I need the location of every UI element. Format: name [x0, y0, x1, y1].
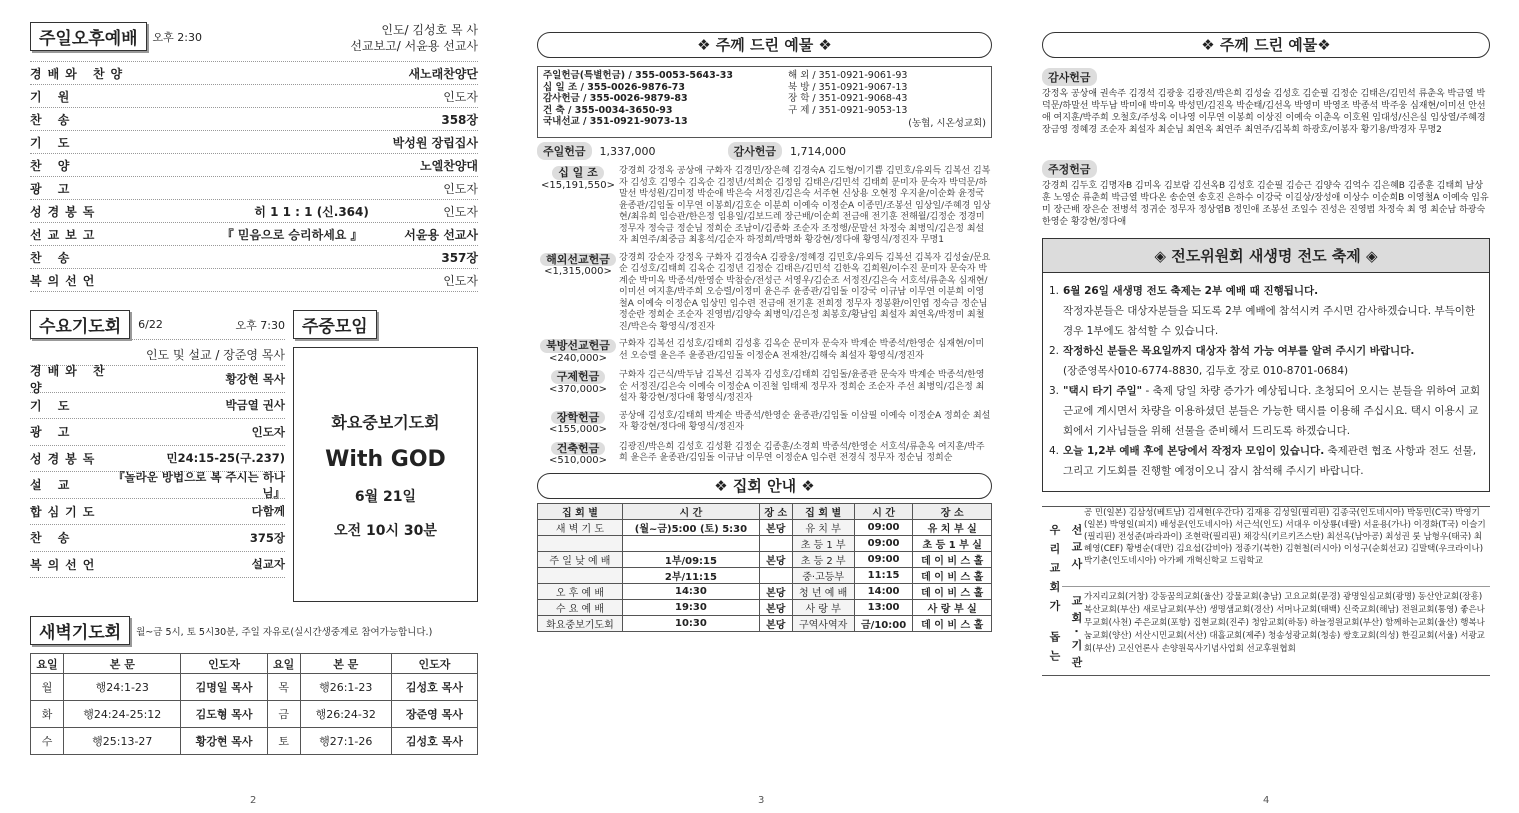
account-line: 주일헌금(특별헌금) / 355-0053-5643-33 [543, 70, 733, 81]
meeting-cell: 13:00 [854, 599, 913, 615]
offering-amount: <15,191,550> [540, 179, 615, 191]
wednesday-item-name: 광 고 [30, 425, 76, 440]
afternoon-item-name: 찬 송 [30, 250, 76, 265]
offering-category [537, 411, 619, 436]
afternoon-row [30, 62, 478, 85]
midweek-box [293, 347, 478, 602]
afternoon-item-person: 358장 [441, 112, 478, 127]
festival-item [1049, 341, 1481, 381]
afternoon-item-name: 광 고 [30, 181, 76, 196]
dawn-cell: 화 [31, 701, 64, 728]
thanks-names: 강정옥 공상애 권속주 김경석 김광웅 김광진/박은희 김성술 김성호 김순필 김정순 김태은/김민석 류춘옥 박금열 박덕문/하말선 박두남 박미애 박미옥 박성민/김진옥 박순태/김선옥 박영미 박영조 박종석 박주웅 심재현/이미선 안선애 여지훈/박주희 오철호/주성옥 이나영 이무연 이봉희 이상진 이예숙 이춘옥 이호원 임대성/신은실 임상열/주혜경 장금영 정혜경 조순자 최설자 최순님 최연옥 최연주 최연주/김복희 하광호/이봉자 황기용/박경자 무명2 [1042, 89, 1486, 135]
afternoon-service-time: 오후 2:30 [152, 30, 202, 44]
meeting-cell: 데 이 비 스 홀 [913, 551, 992, 567]
dawn-cell: 행25:13-27 [64, 728, 181, 755]
afternoon-item-name: 기 도 [30, 135, 76, 150]
wednesday-item-person: 『놀라운 방법으로 복 주시는 하나님』 [113, 469, 285, 500]
midweek-l3: 6월 21일 [354, 488, 417, 505]
dawn-header: 본 문 [64, 654, 181, 674]
meeting-header: 시 간 [622, 503, 759, 519]
meeting-cell: 데 이 비 스 홀 [913, 615, 992, 631]
meeting-row [538, 599, 992, 615]
festival-bold: "택시 타기 주일" [1063, 385, 1143, 397]
dawn-row [31, 701, 478, 728]
page-number-4: 4 [1263, 795, 1270, 806]
wednesday-item-name: 기 도 [30, 398, 76, 413]
meeting-cell: 화요중보기도회 [538, 615, 623, 631]
meeting-cell: 유 치 부 [792, 519, 854, 535]
festival-body [1063, 341, 1414, 381]
meeting-table [537, 503, 992, 632]
meeting-cell: 1부/09:15 [622, 551, 759, 567]
account-line: 해 외 / 351-0921-9061-93 [788, 70, 908, 81]
wednesday-item-person: 민24:15-25(구.237) [166, 451, 285, 466]
wednesday-item-person: 인도자 [251, 424, 285, 439]
meeting-cell: 19:30 [622, 599, 759, 615]
support-side: 우리교회가 돕는 [1048, 523, 1061, 669]
offering-label: 건축헌금 [551, 442, 606, 456]
afternoon-row [30, 177, 478, 200]
wednesday-row [30, 363, 285, 395]
meeting-row [538, 535, 992, 551]
offering-amount: <370,000> [548, 383, 608, 395]
dawn-header: 요일 [267, 654, 300, 674]
offering-category [537, 339, 619, 364]
meeting-cell: 사 랑 부 [792, 599, 854, 615]
festival-body [1063, 281, 1481, 341]
wednesday-item-name: 경배와 찬양 [30, 363, 111, 395]
meeting-cell: 본당 [760, 615, 793, 631]
sunday-offering-value: 1,337,000 [599, 144, 656, 158]
afternoon-item-name: 기 원 [30, 89, 76, 104]
dawn-cell: 월 [31, 674, 64, 701]
meeting-row [538, 615, 992, 631]
afternoon-row [30, 269, 478, 292]
afternoon-item-person: 노엘찬양대 [420, 158, 478, 173]
account-line: 북 방 / 351-0921-9067-13 [788, 81, 908, 93]
afternoon-leader: 인도/ 김성호 목 사 [381, 23, 478, 37]
festival-num: 3. [1049, 385, 1060, 397]
dawn-row [31, 728, 478, 755]
afternoon-item-name: 선교보고 [30, 227, 101, 242]
wednesday-item-name: 성경봉독 [30, 451, 101, 466]
meeting-header: 장 소 [913, 503, 992, 519]
meeting-cell: 데 이 비 스 홀 [913, 583, 992, 599]
meeting-cell: 본당 [760, 551, 793, 567]
meeting-cell: 금/10:00 [854, 615, 913, 631]
meeting-cell: 수 요 예 배 [538, 599, 623, 615]
account-line: 구 제 / 351-0921-9053-13 [788, 104, 908, 116]
afternoon-item-detail: 히 1 1 : 1 (신.364) [254, 204, 369, 219]
offering-label: 북방선교헌금 [540, 339, 616, 353]
page-4 [1042, 22, 1490, 792]
meeting-banner: ❖ 집회 안내 ❖ [537, 473, 992, 499]
wednesday-leader: 인도 및 설교 / 장준영 목사 [30, 340, 285, 366]
wednesday-item-person: 황강현 목사 [225, 371, 285, 386]
wednesday-item-person: 설교자 [251, 557, 285, 572]
wednesday-item-name: 찬 송 [30, 531, 76, 546]
meeting-cell: 청 년 예 배 [792, 583, 854, 599]
afternoon-row [30, 108, 478, 131]
account-line: 십 일 조 / 355-0026-9876-73 [543, 81, 685, 93]
offering-names: 강경희 강정옥 공상애 구화자 김경민/장은혜 김경숙A 김도형/이기쁨 김민호/유외득 김복선 김복자 김성호 김영수 김옥순 김정년/석희순 김정임 김태은/김민석 김태희 문미자 문숙자 박덕문/하말선 박성원/김미정 박순애 박은숙 서정진/김은숙 서주현 신상용 오현정 우지윤/이순화 윤정국 윤종관/김임돌 이무연 이봉희/김호순 이분희 이예숙 이정순A 이종민/조봉선 임상일/주혜경 임상현/최유희 임승관/한은정 임용일/김보드레 장근배/이순희 전금애 전기훈 전해월/김정순 정경미 정무자 정숙금 정순님 정희순 조남이/김종화 조순자 조정행/문말선 차정숙 최병익/김은정 최설자 최연주/최중금 최홍석/김순자 하정희/박명화 황강현/정다애 황영식/정진자 무명1 [619, 166, 991, 245]
meeting-cell: 09:00 [854, 551, 913, 567]
page-2 [30, 22, 478, 792]
festival-bold: 작정하신 분들은 목요일까지 대상자 참석 가능 여부를 알려 주시기 바랍니다. [1063, 345, 1415, 357]
offering-row [537, 370, 992, 405]
festival-num: 2. [1049, 345, 1060, 357]
meeting-cell [760, 567, 793, 583]
offering-category [537, 370, 619, 405]
mission-list: 공 민(일본) 김삼성(베트남) 김세현(우간다) 김재용 김성일(필리핀) 김종국(인도네시아) 박동민(C국) 박영기(일본) 박영일(피지) 배성운(인도네시아) 서근석(인도) 서대우 이상룡(네팔) 서윤용(가나) 이경화(T국) 이슬기(필리핀) 전성준(파라과이) 조현락(필리핀) 채강식(키르키즈스탄) 최선옥(남아공) 최성권 룻 남형우(태국) 최혜영(CEF) 황병순(대만) 김요섭(감비아) 정종기(북한) 김현철(러시아) 이성구(순회선교) 김말택(우크라이나) 박기춘(인도네시아) 아가페 개혁신학교 드림학교 [1084, 508, 1486, 566]
dawn-cell: 황강현 목사 [181, 728, 267, 755]
festival-text: (장준영목사010-6774-8830, 김두호 장로 010-8701-0684) [1063, 365, 1349, 377]
festival-item [1049, 281, 1481, 341]
afternoon-item-person: 인도자 [443, 181, 478, 196]
festival-num: 1. [1049, 285, 1060, 297]
wednesday-order [30, 363, 285, 578]
dawn-cell: 김명일 목사 [181, 674, 267, 701]
jj-names: 강경희 김두호 김명자B 김미옥 김보람 김선옥B 김성호 김순필 김승근 김양숙 김억수 김은혜B 김종훈 김태희 남상훈 노영순 류춘희 박금열 박다온 송순연 송호진 은하수 이강국 이길상/장성애 이상수 이순희B 이영철A 이예숙 임유미 장근배 장은순 전병석 정귀순 정무자 정상엽B 정인애 조봉선 조일수 진성은 진영범 차정숙 최 영 최순남 하광숙 한영순 황강현/정다애 [1042, 181, 1489, 227]
dawn-row [31, 674, 478, 701]
dawn-table [30, 653, 478, 755]
dawn-cell: 금 [267, 701, 300, 728]
meeting-cell: 2부/11:15 [622, 567, 759, 583]
afternoon-row [30, 85, 478, 108]
meeting-cell: 초 등 1 부 [792, 535, 854, 551]
thanks-offering-label: 감사헌금 [728, 142, 783, 160]
meeting-cell: 새 벽 기 도 [538, 519, 623, 535]
dawn-header: 요일 [31, 654, 64, 674]
meeting-cell: 데 이 비 스 홀 [913, 567, 992, 583]
midweek-l2: With GOD [325, 446, 446, 472]
afternoon-item-name: 찬 송 [30, 112, 76, 127]
page-number-3: 3 [758, 795, 765, 806]
offering-amount: <155,000> [548, 424, 608, 435]
offering-label: 십 일 조 [552, 166, 604, 180]
meeting-row [538, 583, 992, 599]
offering-amount: <510,000> [548, 455, 608, 466]
wednesday-item-name: 합심기도 [30, 504, 101, 519]
midweek-title: 주중모임 [293, 310, 377, 339]
festival-body [1063, 441, 1481, 481]
meeting-cell: 구역사역자 [792, 615, 854, 631]
dawn-cell: 김도형 목사 [181, 701, 267, 728]
festival-num: 4. [1049, 445, 1060, 457]
page-number-2: 2 [250, 795, 257, 806]
offering-names: 구화자 김복선 김성호/김태희 김성홍 김옥순 문미자 문숙자 박계순 박종석/한영순 심재현/이미선 오승렬 윤은주 윤종관/김임돌 이정순A 전재찬/김해숙 최설자 황영식/정진자 [619, 339, 985, 361]
afternoon-item-person: 박성원 장립집사 [392, 135, 478, 150]
offering-row [537, 339, 992, 364]
offering-label: 장학헌금 [551, 411, 606, 425]
account-box [537, 66, 992, 138]
offering-amount: <240,000> [548, 352, 608, 364]
afternoon-row [30, 246, 478, 269]
meeting-cell: (월~금)5:00 (토) 5:30 [622, 519, 759, 535]
midweek-l1: 화요중보기도회 [331, 412, 440, 432]
afternoon-item-person: 인도자 [443, 204, 478, 219]
meeting-cell: 초 등 2 부 [792, 551, 854, 567]
wednesday-item-person: 다함께 [251, 504, 285, 519]
cat-orgs: 교회·기관 [1070, 594, 1083, 674]
offering-category [537, 442, 619, 467]
meeting-cell: 유 치 부 실 [913, 519, 992, 535]
meeting-cell: 본당 [760, 583, 793, 599]
meeting-cell: 오 후 예 배 [538, 583, 623, 599]
meeting-row [538, 551, 992, 567]
wednesday-title: 수요기도회 [30, 310, 130, 339]
page-3 [537, 22, 992, 792]
meeting-row [538, 519, 992, 535]
wednesday-row [30, 419, 285, 446]
offering-row [537, 411, 992, 436]
wednesday-item-person: 375장 [249, 530, 285, 545]
account-line: 건 축 / 355-0034-3650-93 [543, 104, 673, 116]
dawn-note: 월~금 5시, 토 5시30분, 주일 자유로(실시간생중계로 참여가능합니다.) [136, 626, 433, 638]
afternoon-order [30, 62, 478, 292]
festival-body [1063, 381, 1481, 441]
meeting-header: 집 회 별 [538, 503, 623, 519]
afternoon-row [30, 223, 478, 246]
jj-label: 주정헌금 [1042, 160, 1097, 178]
dawn-cell: 행26:1-23 [300, 674, 391, 701]
offering-banner-2: ❖ 주께 드린 예물❖ [1042, 32, 1490, 58]
thanks-label: 감사헌금 [1042, 68, 1097, 86]
account-line: 감사헌금 / 355-0026-9879-83 [543, 93, 688, 104]
dawn-title: 새벽기도회 [30, 616, 130, 645]
dawn-cell: 수 [31, 728, 64, 755]
orgs-list: 가지리교회(거창) 강동꿈의교회(울산) 강물교회(충남) 고요교회(문경) 광명일심교회(광명) 동산안교회(장흥) 복산교회(부산) 새로남교회(부산) 생명샘교회(경산) 서머나교회(태백) 신죽교회(해남) 전원교회(통영) 좋은나무교회(사천) 주은교회(포항) 집현교회(진주) 청암교회(하동) 하늘정원교회(부산) 함께하는교회(울산) 행복나눔교회(양산) 서산시민교회(서산) 대흘교회(제주) 청송성광교회(청송) 쌍호교회(의성) 한길교회(서울) 서광교회(부산) 고신언론사 손양원목사기념사업회 선교후원협회 [1084, 592, 1485, 654]
sunday-offering-label: 주일헌금 [537, 142, 592, 160]
dawn-cell: 행24:24-25:12 [64, 701, 181, 728]
dawn-header: 인도자 [181, 654, 267, 674]
meeting-header: 시 간 [854, 503, 913, 519]
afternoon-item-person: 357장 [441, 250, 478, 265]
offering-row [537, 166, 992, 247]
wednesday-item-person: 박금열 권사 [225, 398, 285, 413]
wednesday-row [30, 393, 285, 420]
meeting-cell [538, 567, 623, 583]
meeting-cell [538, 535, 623, 551]
account-line: 국내선교 / 351-0921-9073-13 [543, 116, 688, 127]
wednesday-row [30, 469, 285, 500]
meeting-cell: 사 랑 부 실 [913, 599, 992, 615]
afternoon-report: 선교보고/ 서윤용 선교사 [350, 39, 478, 53]
meeting-cell: 10:30 [622, 615, 759, 631]
wednesday-item-name: 설 교 [30, 478, 76, 493]
afternoon-item-person: 새노래찬양단 [408, 66, 478, 81]
afternoon-item-name: 경배와 찬양 [30, 66, 129, 81]
afternoon-row [30, 154, 478, 177]
meeting-cell: 본당 [760, 599, 793, 615]
meeting-row [538, 567, 992, 583]
afternoon-item-person: 인도자 [443, 89, 478, 104]
festival-item [1049, 381, 1481, 441]
festival-box [1042, 238, 1490, 492]
dawn-header: 인도자 [391, 654, 477, 674]
meeting-cell: 09:00 [854, 535, 913, 551]
thanks-offering-value: 1,714,000 [790, 144, 847, 158]
wednesday-date: 6/22 [138, 318, 163, 331]
festival-text: - 축제 당일 차량 증가가 예상됩니다. 초청되어 오시는 분들을 위하여 교회 근교에 계시면서 차량을 이용하셨던 분들은 가능한 택시를 이용해 주십시요. 택시 이용시 교회에서 기사님들을 위해 선물을 준비해서 드리도록 하겠습니다. [1063, 385, 1481, 437]
dawn-cell: 김성호 목사 [391, 728, 477, 755]
meeting-cell [622, 535, 759, 551]
cat-mission: 선교사 [1070, 524, 1083, 575]
offering-names: 강경희 강순자 강정옥 구화자 김경숙A 김광웅/정혜경 김민호/유외득 김복선 김복자 김성술/문요순 김성호/김태희 김옥순 김정년 김정순 김태은/김민석 김한옥 김희원/이수진 문미자 문숙자 박계순 박미옥 박종석/한영순 박참순/전성근 서영우/김순조 서정진/김은숙 서호석/류춘옥 심재현/이미선 여지훈/박주희 오승렬/이정미 윤은주 윤종관/김임돌 이강국 이규남 이무연 이분희 이영철A 이예숙 이정순A 임상민 임수련 전금애 전기훈 전희정 정무자 정봉환/이인엽 정숙금 정순님 정순란 정희순 조순자 진영범/김양숙 최병익/김은정 최봉호/황남임 최설자 최연옥/박정미 최철진/박은숙 황영식/정진자 [619, 252, 991, 332]
meeting-cell: 주 일 낮 예 배 [538, 551, 623, 567]
dawn-cell: 토 [267, 728, 300, 755]
offering-row [537, 442, 992, 467]
festival-bold: 6월 26일 새생명 전도 축제는 2부 예배 때 진행됩니다. [1063, 285, 1319, 297]
afternoon-item-person: 인도자 [443, 273, 478, 288]
afternoon-item-name: 성경봉독 [30, 204, 101, 219]
festival-text: 축제관련 협조 사항과 전도 선물, 그리고 기도회를 진행할 예정이오니 잠시 참석해 주시기 바랍니다. [1063, 445, 1477, 477]
afternoon-item-person: 서윤용 선교사 [404, 227, 478, 242]
offering-category [537, 166, 619, 247]
dawn-cell: 김성호 목사 [391, 674, 477, 701]
meeting-header: 장 소 [760, 503, 793, 519]
dawn-cell: 행27:1-26 [300, 728, 391, 755]
meeting-cell: 본당 [760, 519, 793, 535]
offering-category [537, 253, 619, 334]
dawn-cell: 목 [267, 674, 300, 701]
festival-bold: 오늘 1,2부 예배 후에 본당에서 작정자 모임이 있습니다. [1063, 445, 1325, 457]
afternoon-service-title: 주일오후예배 [30, 22, 147, 51]
offering-names: 김광진/박은희 김성호 김성환 김정순 김종훈/소경희 박종석/한영순 서호석/류춘옥 여지훈/박주희 윤은주 윤종관/김임돌 이규남 이무연 이정순A 임수련 전경식 정무자 정순님 정희순 [619, 441, 985, 463]
offering-amount: <1,315,000> [544, 266, 612, 277]
meeting-cell: 11:15 [854, 567, 913, 583]
festival-text: 작정자분들은 대상자분들을 되도록 2부 예배에 참석시켜 주시면 감사하겠습니다. 부득이한 경우 1부에도 참석할 수 있습니다. [1063, 305, 1476, 337]
offering-row [537, 253, 992, 334]
dawn-cell: 행24:1-23 [64, 674, 181, 701]
dawn-cell: 행26:24-32 [300, 701, 391, 728]
offering-list [537, 166, 992, 467]
offering-names: 구화자 김근식/박두남 김복선 김복자 김성호/김태희 김임돌/윤종관 문숙자 박계순 박종석/한영순 서정진/김은숙 이예숙 이정순A 이진철 임태제 정무자 정희순 조순자 주선 최병익/김은정 최설자 황강현/정다애 황영식/정진자 [619, 370, 985, 403]
dawn-cell: 장준영 목사 [391, 701, 477, 728]
offering-label: 해외선교헌금 [540, 253, 616, 267]
meeting-cell [760, 535, 793, 551]
bank-name: (농협, 시온성교회) [908, 118, 986, 129]
wednesday-row [30, 525, 285, 552]
afternoon-item-name: 찬 양 [30, 158, 76, 173]
afternoon-item-detail: 『 믿음으로 승리하세요 』 [221, 227, 363, 242]
midweek-l4: 오전 10시 30분 [334, 522, 437, 539]
meeting-cell: 초 등 1 부 실 [913, 535, 992, 551]
wednesday-item-name: 복의선언 [30, 557, 101, 572]
meeting-cell: 09:00 [854, 519, 913, 535]
afternoon-row [30, 200, 478, 223]
meeting-cell: 중·고등부 [792, 567, 854, 583]
meeting-header: 집 회 별 [792, 503, 854, 519]
wednesday-row [30, 552, 285, 579]
support-box [1042, 506, 1490, 676]
afternoon-item-name: 복의선언 [30, 273, 101, 288]
dawn-header: 본 문 [300, 654, 391, 674]
meeting-cell: 14:30 [622, 583, 759, 599]
festival-title: ◈ 전도위원회 새생명 전도 축제 ◈ [1043, 239, 1489, 273]
afternoon-row [30, 131, 478, 154]
offering-label: 구제헌금 [551, 370, 606, 384]
wednesday-time: 오후 7:30 [235, 318, 285, 332]
offering-banner: ❖ 주께 드린 예물 ❖ [537, 32, 992, 58]
offering-names: 공상애 김성호/김태희 박계순 박종석/한영순 윤종관/김임돌 이삼필 이예숙 이정순A 정희순 최설자 황강현/정다애 황영식/정진자 [619, 410, 991, 432]
meeting-cell: 14:00 [854, 583, 913, 599]
account-line: 장 학 / 351-0921-9068-43 [788, 93, 908, 104]
festival-item [1049, 441, 1481, 481]
wednesday-row [30, 499, 285, 526]
